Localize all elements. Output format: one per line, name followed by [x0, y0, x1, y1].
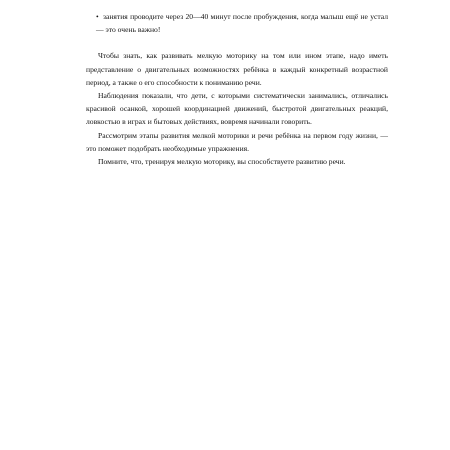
bullet-item	[86, 10, 388, 36]
bullet-marker: •	[96, 12, 99, 21]
paragraph-2: Наблюдения показали, что дети, с которыми систематически занимались, отличались красивой осанкой, хорошей координацией движений, быстротой двигательных реакций, ловкостью в играх и бытовых действиях, вовремя начинали говорить.	[86, 91, 388, 127]
body-text	[86, 10, 388, 168]
paragraph-1: Чтобы знать, как развивать мелкую моторику на том или ином этапе, надо иметь представление о двигательных возможностях ребёнка в каждый конкретный возрастной период, а также о его способности к пониманию речи.	[86, 51, 388, 87]
paragraph-4: Помните, что, тренируя мелкую моторику, вы способствуете развитию речи.	[98, 157, 346, 167]
bullet-text: занятия проводите через 20—40 минут после пробуждения, когда малыш ещё не устал — это очень важно!	[96, 12, 388, 35]
paragraph-gap	[86, 36, 388, 49]
paragraph-3: Рассмотрим этапы развития мелкой моторики и речи ребёнка на первом году жизни, — это поможет подобрать необходимые упражнения.	[86, 130, 388, 153]
